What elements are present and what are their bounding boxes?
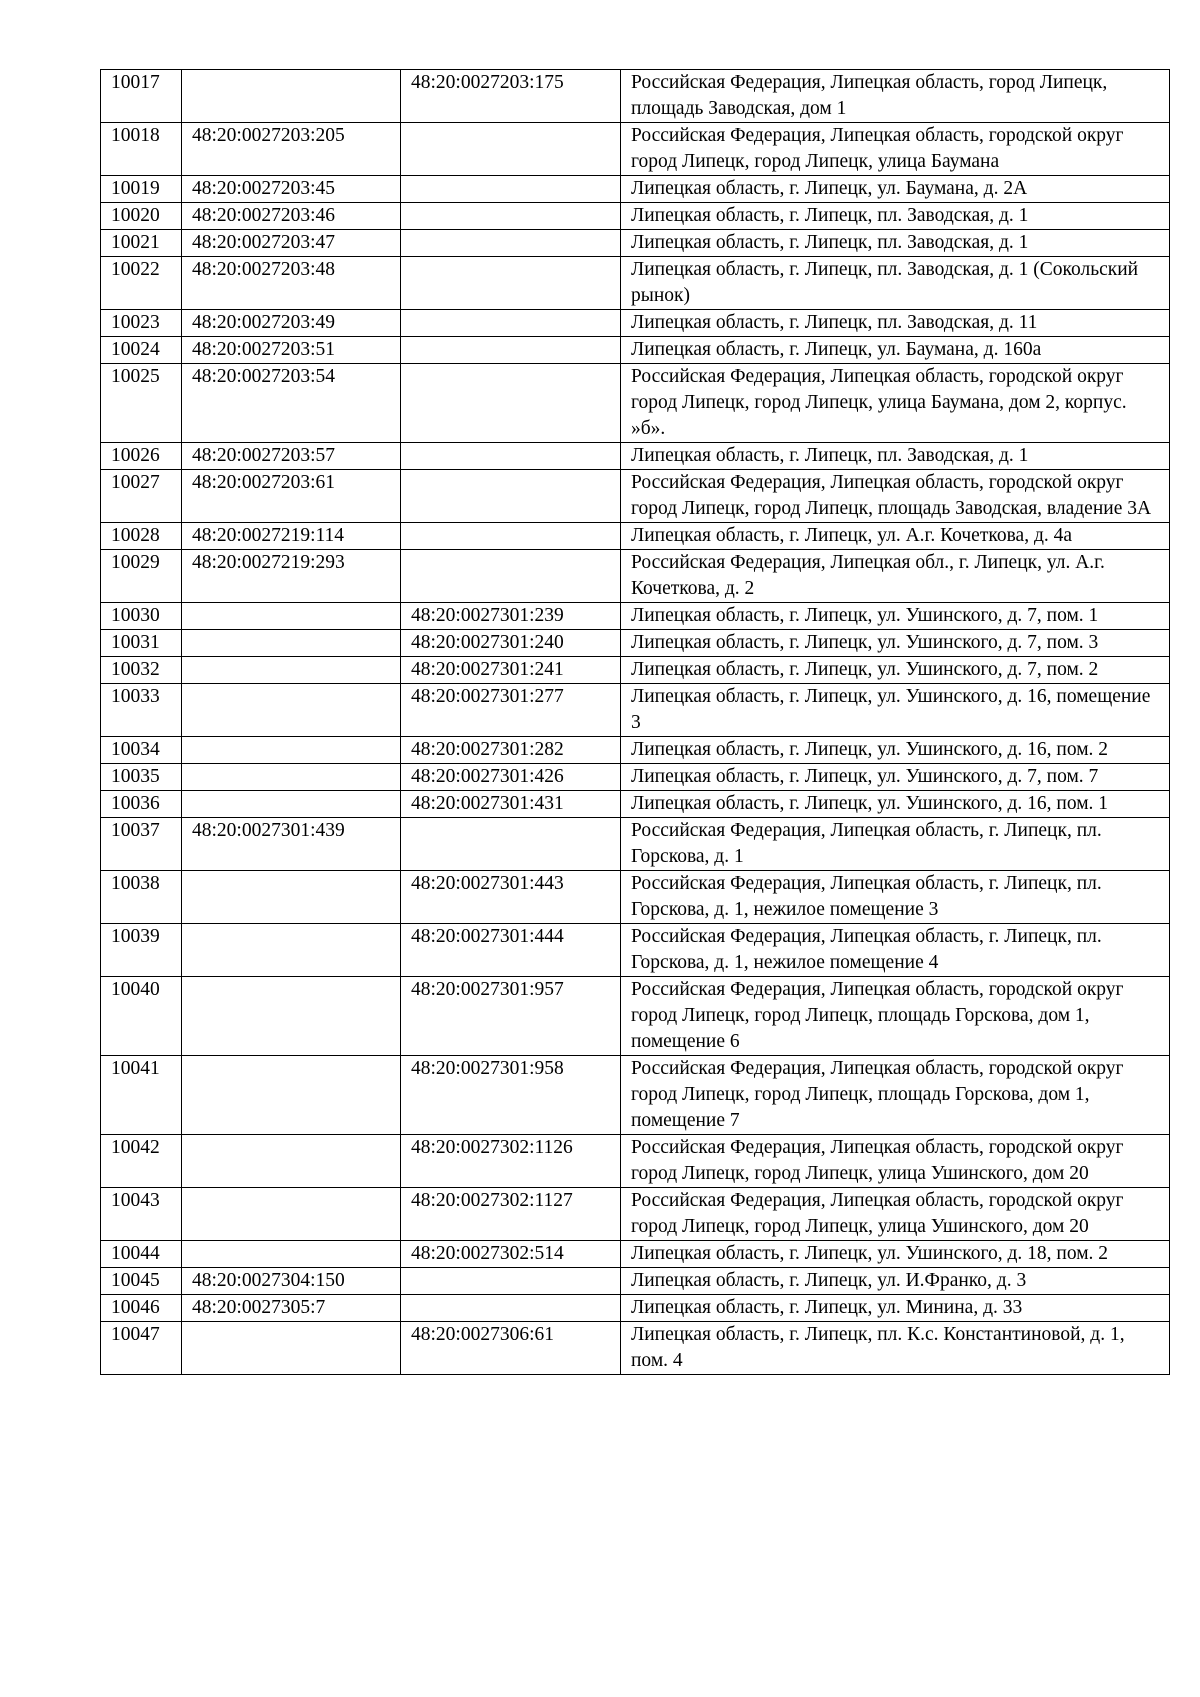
object-cadastral-number-cell: 48:20:0027301:282 — [401, 737, 621, 764]
table-row — [101, 230, 1170, 257]
land-cadastral-number-cell: 48:20:0027203:49 — [182, 310, 401, 337]
address-cell: Липецкая область, г. Липецк, ул. Баумана, д. 2А — [621, 176, 1170, 203]
table-row — [101, 1268, 1170, 1295]
row-number-cell: 10029 — [101, 550, 182, 603]
address-cell: Липецкая область, г. Липецк, ул. Минина, д. 33 — [621, 1295, 1170, 1322]
row-number-cell: 10026 — [101, 443, 182, 470]
row-number-cell: 10041 — [101, 1056, 182, 1135]
registry-table-body — [101, 70, 1170, 1375]
land-cadastral-number-cell: 48:20:0027203:51 — [182, 337, 401, 364]
object-cadastral-number-cell — [401, 337, 621, 364]
address-cell: Липецкая область, г. Липецк, пл. Заводская, д. 11 — [621, 310, 1170, 337]
object-cadastral-number-cell — [401, 364, 621, 443]
object-cadastral-number-cell — [401, 470, 621, 523]
table-row — [101, 470, 1170, 523]
table-row — [101, 523, 1170, 550]
address-cell: Липецкая область, г. Липецк, ул. И.Франко, д. 3 — [621, 1268, 1170, 1295]
table-row — [101, 924, 1170, 977]
table-row — [101, 257, 1170, 310]
object-cadastral-number-cell — [401, 523, 621, 550]
table-row — [101, 791, 1170, 818]
object-cadastral-number-cell: 48:20:0027301:431 — [401, 791, 621, 818]
object-cadastral-number-cell — [401, 818, 621, 871]
row-number-cell: 10027 — [101, 470, 182, 523]
land-cadastral-number-cell — [182, 684, 401, 737]
land-cadastral-number-cell: 48:20:0027305:7 — [182, 1295, 401, 1322]
land-cadastral-number-cell: 48:20:0027203:45 — [182, 176, 401, 203]
address-cell: Российская Федерация, Липецкая область, городской округ город Липецк, город Липецк, площадь Заводская, владение 3А — [621, 470, 1170, 523]
object-cadastral-number-cell — [401, 203, 621, 230]
address-cell: Российская Федерация, Липецкая область, город Липецк, площадь Заводская, дом 1 — [621, 70, 1170, 123]
object-cadastral-number-cell: 48:20:0027301:241 — [401, 657, 621, 684]
row-number-cell: 10021 — [101, 230, 182, 257]
row-number-cell: 10043 — [101, 1188, 182, 1241]
address-cell: Российская Федерация, Липецкая область, городской округ город Липецк, город Липецк, улица Ушинского, дом 20 — [621, 1135, 1170, 1188]
row-number-cell: 10030 — [101, 603, 182, 630]
table-row — [101, 1295, 1170, 1322]
table-row — [101, 550, 1170, 603]
object-cadastral-number-cell — [401, 257, 621, 310]
land-cadastral-number-cell — [182, 924, 401, 977]
property-registry-table — [100, 69, 1170, 1375]
land-cadastral-number-cell: 48:20:0027203:61 — [182, 470, 401, 523]
object-cadastral-number-cell — [401, 550, 621, 603]
land-cadastral-number-cell: 48:20:0027203:54 — [182, 364, 401, 443]
address-cell: Российская Федерация, Липецкая обл., г. Липецк, ул. А.г. Кочеткова, д. 2 — [621, 550, 1170, 603]
table-row — [101, 818, 1170, 871]
object-cadastral-number-cell: 48:20:0027301:426 — [401, 764, 621, 791]
row-number-cell: 10037 — [101, 818, 182, 871]
object-cadastral-number-cell: 48:20:0027301:958 — [401, 1056, 621, 1135]
address-cell: Российская Федерация, Липецкая область, городской округ город Липецк, город Липецк, улица Баумана — [621, 123, 1170, 176]
land-cadastral-number-cell — [182, 791, 401, 818]
object-cadastral-number-cell: 48:20:0027301:444 — [401, 924, 621, 977]
land-cadastral-number-cell: 48:20:0027301:439 — [182, 818, 401, 871]
land-cadastral-number-cell — [182, 1056, 401, 1135]
object-cadastral-number-cell — [401, 1295, 621, 1322]
row-number-cell: 10036 — [101, 791, 182, 818]
address-cell: Липецкая область, г. Липецк, ул. Ушинского, д. 7, пом. 1 — [621, 603, 1170, 630]
address-cell: Российская Федерация, Липецкая область, г. Липецк, пл. Горскова, д. 1, нежилое помещение 4 — [621, 924, 1170, 977]
row-number-cell: 10019 — [101, 176, 182, 203]
address-cell: Липецкая область, г. Липецк, ул. Ушинского, д. 18, пом. 2 — [621, 1241, 1170, 1268]
land-cadastral-number-cell: 48:20:0027203:46 — [182, 203, 401, 230]
object-cadastral-number-cell: 48:20:0027301:277 — [401, 684, 621, 737]
land-cadastral-number-cell: 48:20:0027203:47 — [182, 230, 401, 257]
land-cadastral-number-cell — [182, 1322, 401, 1375]
address-cell: Российская Федерация, Липецкая область, городской округ город Липецк, город Липецк, площадь Горскова, дом 1, помещение 6 — [621, 977, 1170, 1056]
table-row — [101, 1241, 1170, 1268]
object-cadastral-number-cell: 48:20:0027301:443 — [401, 871, 621, 924]
address-cell: Липецкая область, г. Липецк, ул. Ушинского, д. 16, пом. 2 — [621, 737, 1170, 764]
table-row — [101, 1135, 1170, 1188]
land-cadastral-number-cell — [182, 657, 401, 684]
address-cell: Липецкая область, г. Липецк, пл. Заводская, д. 1 — [621, 230, 1170, 257]
address-cell: Липецкая область, г. Липецк, пл. Заводская, д. 1 (Сокольский рынок) — [621, 257, 1170, 310]
row-number-cell: 10035 — [101, 764, 182, 791]
land-cadastral-number-cell: 48:20:0027219:293 — [182, 550, 401, 603]
address-cell: Российская Федерация, Липецкая область, г. Липецк, пл. Горскова, д. 1, нежилое помещение 3 — [621, 871, 1170, 924]
object-cadastral-number-cell: 48:20:0027301:957 — [401, 977, 621, 1056]
land-cadastral-number-cell — [182, 1135, 401, 1188]
row-number-cell: 10038 — [101, 871, 182, 924]
land-cadastral-number-cell — [182, 70, 401, 123]
table-row — [101, 603, 1170, 630]
table-row — [101, 123, 1170, 176]
object-cadastral-number-cell: 48:20:0027203:175 — [401, 70, 621, 123]
table-row — [101, 630, 1170, 657]
table-row — [101, 176, 1170, 203]
object-cadastral-number-cell — [401, 1268, 621, 1295]
land-cadastral-number-cell: 48:20:0027203:205 — [182, 123, 401, 176]
object-cadastral-number-cell — [401, 443, 621, 470]
table-row — [101, 70, 1170, 123]
land-cadastral-number-cell — [182, 1188, 401, 1241]
address-cell: Липецкая область, г. Липецк, пл. К.с. Константиновой, д. 1, пом. 4 — [621, 1322, 1170, 1375]
object-cadastral-number-cell: 48:20:0027302:1127 — [401, 1188, 621, 1241]
table-row — [101, 337, 1170, 364]
row-number-cell: 10042 — [101, 1135, 182, 1188]
table-row — [101, 1322, 1170, 1375]
address-cell: Липецкая область, г. Липецк, ул. А.г. Кочеткова, д. 4а — [621, 523, 1170, 550]
land-cadastral-number-cell — [182, 764, 401, 791]
table-row — [101, 684, 1170, 737]
land-cadastral-number-cell — [182, 737, 401, 764]
row-number-cell: 10028 — [101, 523, 182, 550]
address-cell: Российская Федерация, Липецкая область, г. Липецк, пл. Горскова, д. 1 — [621, 818, 1170, 871]
address-cell: Липецкая область, г. Липецк, пл. Заводская, д. 1 — [621, 203, 1170, 230]
table-row — [101, 443, 1170, 470]
row-number-cell: 10044 — [101, 1241, 182, 1268]
row-number-cell: 10040 — [101, 977, 182, 1056]
address-cell: Российская Федерация, Липецкая область, городской округ город Липецк, город Липецк, площадь Горскова, дом 1, помещение 7 — [621, 1056, 1170, 1135]
land-cadastral-number-cell — [182, 1241, 401, 1268]
object-cadastral-number-cell: 48:20:0027302:1126 — [401, 1135, 621, 1188]
row-number-cell: 10039 — [101, 924, 182, 977]
row-number-cell: 10034 — [101, 737, 182, 764]
object-cadastral-number-cell: 48:20:0027301:240 — [401, 630, 621, 657]
row-number-cell: 10047 — [101, 1322, 182, 1375]
table-row — [101, 1188, 1170, 1241]
address-cell: Липецкая область, г. Липецк, ул. Ушинского, д. 7, пом. 3 — [621, 630, 1170, 657]
row-number-cell: 10020 — [101, 203, 182, 230]
row-number-cell: 10024 — [101, 337, 182, 364]
row-number-cell: 10018 — [101, 123, 182, 176]
row-number-cell: 10032 — [101, 657, 182, 684]
object-cadastral-number-cell: 48:20:0027301:239 — [401, 603, 621, 630]
land-cadastral-number-cell — [182, 871, 401, 924]
address-cell: Липецкая область, г. Липецк, ул. Ушинского, д. 7, пом. 7 — [621, 764, 1170, 791]
land-cadastral-number-cell: 48:20:0027219:114 — [182, 523, 401, 550]
object-cadastral-number-cell — [401, 176, 621, 203]
address-cell: Липецкая область, г. Липецк, пл. Заводская, д. 1 — [621, 443, 1170, 470]
table-row — [101, 737, 1170, 764]
row-number-cell: 10033 — [101, 684, 182, 737]
row-number-cell: 10046 — [101, 1295, 182, 1322]
object-cadastral-number-cell — [401, 123, 621, 176]
object-cadastral-number-cell — [401, 230, 621, 257]
object-cadastral-number-cell: 48:20:0027302:514 — [401, 1241, 621, 1268]
land-cadastral-number-cell: 48:20:0027203:48 — [182, 257, 401, 310]
land-cadastral-number-cell: 48:20:0027304:150 — [182, 1268, 401, 1295]
row-number-cell: 10017 — [101, 70, 182, 123]
address-cell: Липецкая область, г. Липецк, ул. Ушинского, д. 7, пом. 2 — [621, 657, 1170, 684]
table-row — [101, 977, 1170, 1056]
address-cell: Липецкая область, г. Липецк, ул. Ушинского, д. 16, помещение 3 — [621, 684, 1170, 737]
row-number-cell: 10031 — [101, 630, 182, 657]
row-number-cell: 10025 — [101, 364, 182, 443]
table-row — [101, 310, 1170, 337]
row-number-cell: 10045 — [101, 1268, 182, 1295]
table-row — [101, 764, 1170, 791]
land-cadastral-number-cell — [182, 603, 401, 630]
table-row — [101, 364, 1170, 443]
object-cadastral-number-cell — [401, 310, 621, 337]
row-number-cell: 10022 — [101, 257, 182, 310]
land-cadastral-number-cell — [182, 977, 401, 1056]
row-number-cell: 10023 — [101, 310, 182, 337]
address-cell: Липецкая область, г. Липецк, ул. Ушинского, д. 16, пом. 1 — [621, 791, 1170, 818]
address-cell: Российская Федерация, Липецкая область, городской округ город Липецк, город Липецк, улица Баумана, дом 2, корпус. »б». — [621, 364, 1170, 443]
address-cell: Липецкая область, г. Липецк, ул. Баумана, д. 160а — [621, 337, 1170, 364]
land-cadastral-number-cell — [182, 630, 401, 657]
land-cadastral-number-cell: 48:20:0027203:57 — [182, 443, 401, 470]
table-row — [101, 1056, 1170, 1135]
table-row — [101, 203, 1170, 230]
table-row — [101, 657, 1170, 684]
table-row — [101, 871, 1170, 924]
object-cadastral-number-cell: 48:20:0027306:61 — [401, 1322, 621, 1375]
address-cell: Российская Федерация, Липецкая область, городской округ город Липецк, город Липецк, улица Ушинского, дом 20 — [621, 1188, 1170, 1241]
